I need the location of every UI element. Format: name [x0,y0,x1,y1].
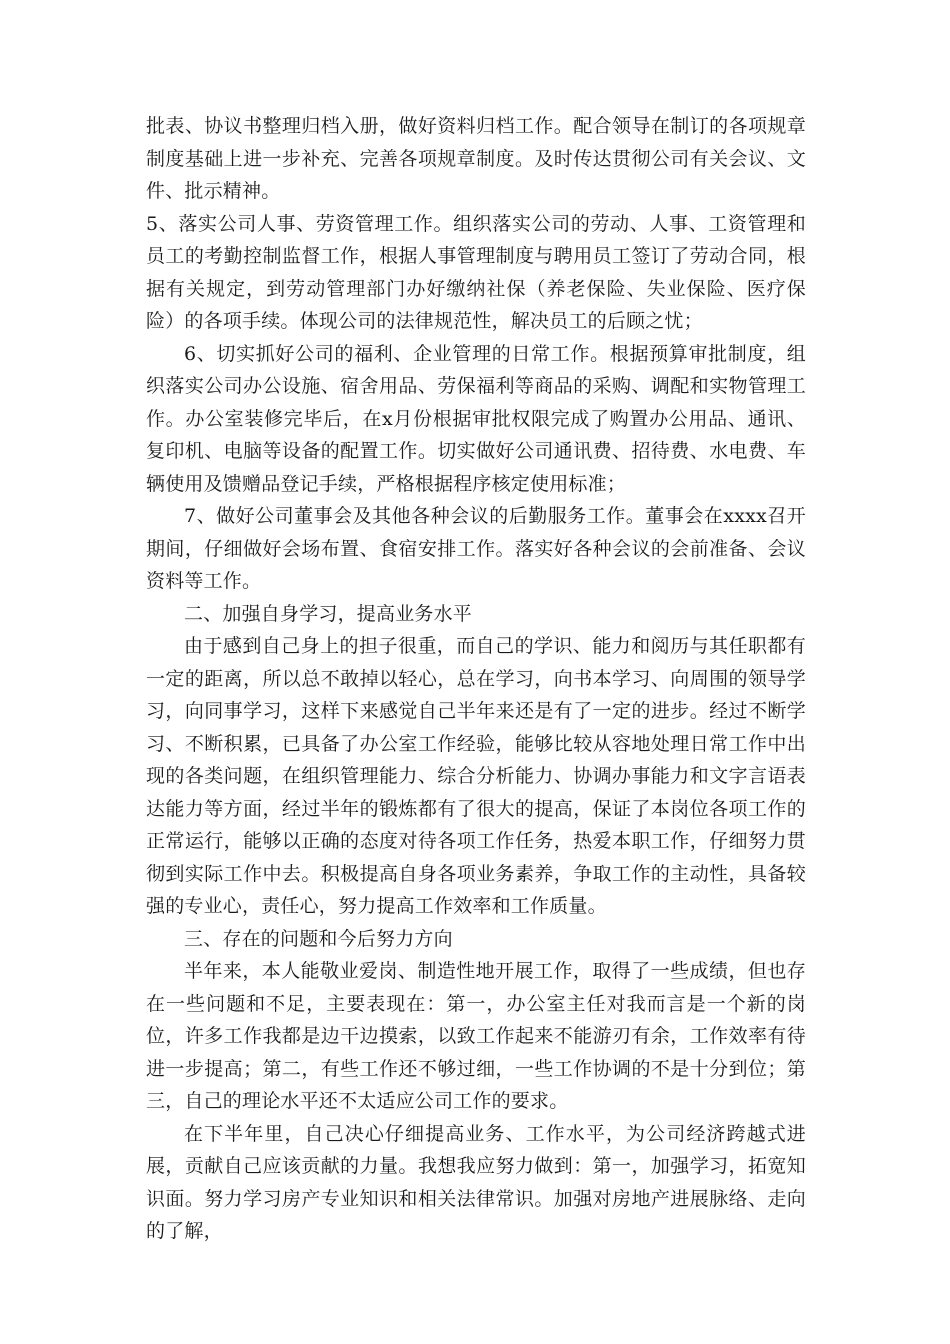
paragraph-item-7-meetings: 7、做好公司董事会及其他各种会议的后勤服务工作。董事会在xxxx召开期间，仔细做好会场布置、食宿安排工作。落实好各种会议的会前准备、会议资料等工作。 [146,505,806,592]
section-heading-self-study: 二、加强自身学习，提高业务水平 [184,602,473,625]
paragraph-item-6-welfare: 6、切实抓好公司的福利、企业管理的日常工作。根据预算审批制度，组织落实公司办公设施、宿舍用品、劳保福利等商品的采购、调配和实物管理工作。办公室装修完毕后，在x月份根据审批权限完成了购置办公用品、通讯、复印机、电脑等设备的配置工作。切实做好公司通讯费、招待费、水电费、车辆使用及馈赠品登记手续，严格根据程序核定使用标准； [146,342,806,495]
paragraph-self-study: 由于感到自己身上的担子很重，而自己的学识、能力和阅历与其任职都有一定的距离，所以总不敢掉以轻心，总在学习，向书本学习、向周围的领导学习，向同事学习，这样下来感觉自己半年来还是有了一定的进步。经过不断学习、不断积累，已具备了办公室工作经验，能够比较从容地处理日常工作中出现的各类问题，在组织管理能力、综合分析能力、协调办事能力和文字言语表达能力等方面，经过半年的锻炼都有了很大的提高，保证了本岗位各项工作的正常运行，能够以正确的态度对待各项工作任务，热爱本职工作，仔细努力贯彻到实际工作中去。积极提高自身各项业务素养，争取工作的主动性，具备较强的专业心，责任心，努力提高工作效率和工作质量。 [146,635,806,917]
document-body [146,110,806,1248]
paragraph-archive-work: 批表、协议书整理归档入册，做好资料归档工作。配合领导在制订的各项规章制度基础上进一步补充、完善各项规章制度。及时传达贯彻公司有关会议、文件、批示精神。 [146,115,806,202]
section-heading-problems: 三、存在的问题和今后努力方向 [184,927,453,950]
paragraph-item-5-personnel: 5、落实公司人事、劳资管理工作。组织落实公司的劳动、人事、工资管理和员工的考勤控制监督工作，根据人事管理制度与聘用员工签订了劳动合同，根据有关规定，到劳动管理部门办好缴纳社保（养老保险、失业保险、医疗保险）的各项手续。体现公司的法律规范性，解决员工的后顾之忧； [146,212,806,332]
paragraph-problems: 半年来，本人能敬业爱岗、制造性地开展工作，取得了一些成绩，但也存在一些问题和不足，主要表现在：第一，办公室主任对我而言是一个新的岗位，许多工作我都是边干边摸索，以致工作起来不能游刃有余，工作效率有待进一步提高；第二，有些工作还不够过细，一些工作协调的不是十分到位；第三，自己的理论水平还不太适应公司工作的要求。 [146,960,806,1112]
paragraph-second-half-plan: 在下半年里，自己决心仔细提高业务、工作水平，为公司经济跨越式进展，贡献自己应该贡献的力量。我想我应努力做到：第一，加强学习，拓宽知识面。努力学习房产专业知识和相关法律常识。加强对房地产进展脉络、走向的了解， [146,1122,806,1242]
